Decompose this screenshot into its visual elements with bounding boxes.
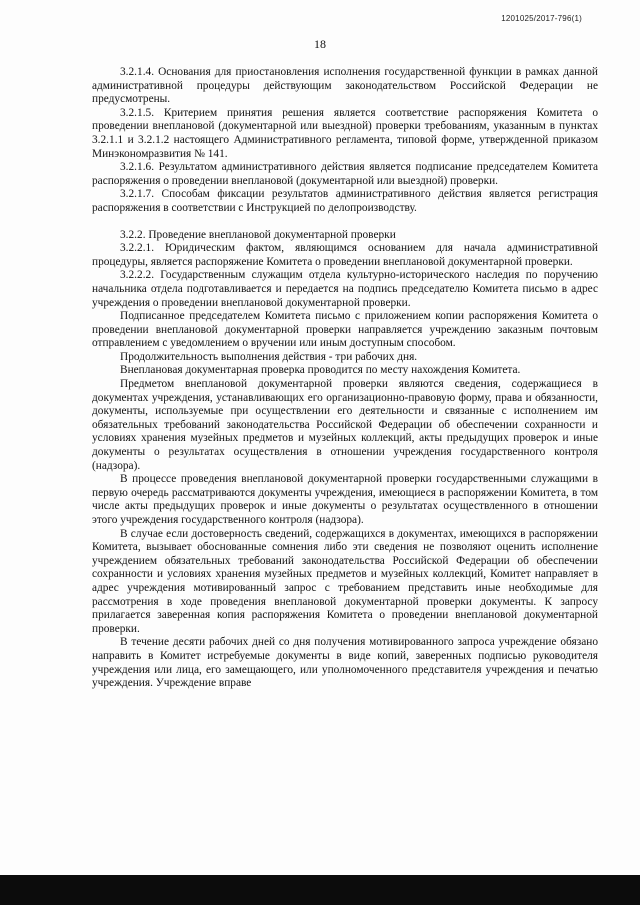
section-heading-3-2-2: 3.2.2. Проведение внеплановой документарной проверки [120, 228, 396, 241]
paragraph-duration: Продолжительность выполнения действия - три рабочих дня. [120, 350, 418, 363]
paragraph-location: Внеплановая документарная проверка проводится по месту нахождения Комитета. [120, 364, 521, 377]
paragraph-3-2-1-6: 3.2.1.6. Результатом административного действия является подписание председателем Комитета распоряжения о проведении внеплановой (документарной или выездной) проверки. [92, 161, 598, 187]
paragraph-3-2-2-2: 3.2.2.2. Государственным служащим отдела культурно-исторического наследия по поручению начальника отдела подготавливается и передается на подпись председателю Комитета письмо в адрес учреждения о проведении внеплановой документарной проверки. [92, 269, 598, 309]
paragraph-3-2-1-4: 3.2.1.4. Основания для приостановления исполнения государственной функции в рамках данной административной процедуры действующим законодательством Российской Федерации не предусмотрены. [92, 66, 598, 106]
page-number: 18 [314, 37, 326, 51]
paragraph-review-process: В процессе проведения внеплановой документарной проверки государственными служащими в первую очередь рассматриваются документы учреждения, имеющиеся в распоряжении Комитета, в том числе акты предыдущих проверок и иные документы о результатах осуществленного в отношении этого учреждения государственного контроля (надзора). [92, 473, 598, 526]
paragraph-signed-letter: Подписанное председателем Комитета письмо с приложением копии распоряжения Комитета о проведении внеплановой документарной проверки направляется учреждению заказным почтовым отправлением с уведомлением о вручении или иным доступным способом. [92, 310, 598, 350]
paragraph-subject: Предметом внеплановой документарной проверки являются сведения, содержащиеся в документах учреждения, устанавливающих его организационно-правовую форму, права и обязанности, документы, используемые при осуществлении его деятельности и связанные с исполнением им обязательных требований законодательства Российской Федерации об обеспечении сохранности и условиях хранения музейных предметов и музейных коллекций, акты предыдущих проверок и иные документы о результатах осуществления в отношении учреждения государственного контроля (надзора). [92, 378, 598, 472]
paragraph-3-2-1-5: 3.2.1.5. Критерием принятия решения является соответствие распоряжения Комитета о проведении внеплановой (документарной или выездной) проверки требованиям, указанным в пунктах 3.2.1.1 и 3.2.1.2 настоящего Административного регламента, типовой форме, утвержденной приказом Минэкономразвития № 141. [92, 106, 598, 160]
paragraph-deadline: В течение десяти рабочих дней со дня получения мотивированного запроса учреждение обязано направить в Комитет истребуемые документы в виде копий, заверенных подписью руководителя учреждения или лица, его замещающего, или уполномоченного представителя учреждения и печатью учреждения. Учреждение вправе [92, 636, 598, 690]
scan-edge-shadow [0, 875, 640, 905]
document-registration-number: 1201025/2017-796(1) [501, 14, 582, 23]
paragraph-3-2-2-1: 3.2.2.1. Юридическим фактом, являющимся основанием для начала административной процедуры, является распоряжение Комитета о проведении внеплановой документарной проверки. [92, 242, 598, 268]
document-body [92, 66, 598, 691]
paragraph-request: В случае если достоверность сведений, содержащихся в документах, имеющихся в распоряжении Комитета, вызывает обоснованные сомнения либо эти сведения не позволяют оценить исполнение учреждением обязательных требований законодательства Российской Федерации об обеспечении сохранности и условиях хранения музейных предметов и музейных коллекций, Комитет направляет в адрес учреждения мотивированный запрос с требованием представить иные необходимые для рассмотрения в ходе проведения внеплановой документарной проверки документы. К запросу прилагается заверенная копия распоряжения Комитета о проведении внеплановой документарной проверки. [92, 527, 598, 635]
paragraph-3-2-1-7: 3.2.1.7. Способам фиксации результатов административного действия является регистрация распоряжения в соответствии с Инструкцией по делопроизводству. [92, 188, 598, 214]
